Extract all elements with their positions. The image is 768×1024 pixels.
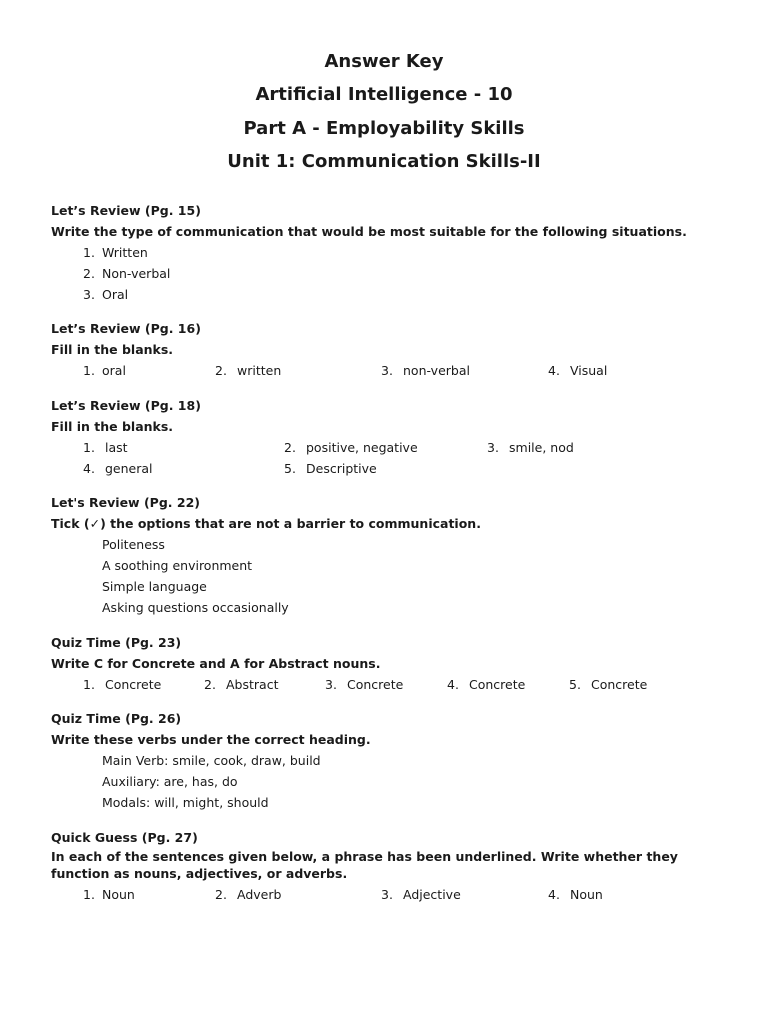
list-item: Simple language: [102, 579, 207, 594]
answer-row: [51, 360, 721, 381]
answer-row: [51, 884, 721, 905]
section-heading: Let's Review (Pg. 22): [51, 495, 200, 510]
section-pg18: [51, 395, 721, 479]
item-number: 5.: [284, 461, 296, 476]
list-item: Main Verb: smile, cook, draw, build: [102, 753, 321, 768]
list-item: [569, 674, 647, 695]
section-heading: Let’s Review (Pg. 16): [51, 321, 201, 336]
section-pg15: [51, 200, 721, 305]
list-item: [83, 437, 128, 458]
section-pg22: [51, 492, 721, 618]
item-number: 4.: [83, 461, 95, 476]
item-number: 4.: [548, 363, 560, 378]
list-item: [381, 360, 470, 381]
section-instruction: Write C for Concrete and A for Abstract nouns.: [51, 656, 381, 671]
item-answer: general: [105, 461, 153, 476]
list-item: Asking questions occasionally: [102, 600, 289, 615]
item-number: 2.: [215, 363, 227, 378]
item-number: 2.: [284, 440, 296, 455]
item-number: 1.: [83, 245, 95, 260]
item-number: 1.: [83, 887, 95, 902]
list-item: [284, 458, 377, 479]
list-item: [548, 360, 607, 381]
item-number: 3.: [381, 363, 393, 378]
list-item: [284, 437, 418, 458]
item-number: 2.: [204, 677, 216, 692]
item-answer: Written: [102, 245, 148, 260]
answer-row: [51, 458, 721, 479]
item-answer: Noun: [570, 887, 603, 902]
list-item: Modals: will, might, should: [102, 795, 269, 810]
item-number: 1.: [83, 440, 95, 455]
section-pg16: [51, 318, 721, 381]
list-item: [215, 884, 281, 905]
item-answer: Concrete: [105, 677, 162, 692]
list-item: [215, 360, 281, 381]
item-answer: positive, negative: [306, 440, 418, 455]
part-title: Part A - Employability Skills: [243, 118, 525, 139]
answer-list: [51, 750, 721, 813]
answer-row: [51, 437, 721, 458]
item-answer: Concrete: [469, 677, 526, 692]
list-item: [83, 458, 153, 479]
item-number: 1.: [83, 363, 95, 378]
section-heading: Quick Guess (Pg. 27): [51, 830, 198, 845]
item-answer: Adjective: [403, 887, 461, 902]
list-item: Auxiliary: are, has, do: [102, 774, 238, 789]
list-item: [204, 674, 278, 695]
section-pg27: [51, 827, 721, 905]
section-instruction: Tick (✓) the options that are not a barrier to communication.: [51, 516, 481, 531]
list-item: [447, 674, 525, 695]
section-heading: Quiz Time (Pg. 26): [51, 711, 182, 726]
item-answer: Concrete: [591, 677, 648, 692]
answer-row: [51, 674, 721, 695]
item-number: 4.: [548, 887, 560, 902]
item-answer: oral: [102, 363, 126, 378]
section-pg26: [51, 708, 721, 813]
answer-list: [51, 534, 721, 618]
list-item: [548, 884, 603, 905]
item-number: 2.: [215, 887, 227, 902]
item-answer: Non-verbal: [102, 266, 171, 281]
item-answer: smile, nod: [509, 440, 574, 455]
item-answer: Visual: [570, 363, 608, 378]
item-answer: Abstract: [226, 677, 279, 692]
section-instruction: In each of the sentences given below, a phrase has been underlined. Write whether they function as nouns, adjectives, or adverbs.: [51, 849, 678, 881]
answer-list: [51, 242, 721, 305]
item-answer: Concrete: [347, 677, 404, 692]
list-item: [83, 360, 126, 381]
list-item: [381, 884, 461, 905]
item-answer: written: [237, 363, 282, 378]
list-item: [487, 437, 574, 458]
item-answer: Descriptive: [306, 461, 377, 476]
item-answer: non-verbal: [403, 363, 470, 378]
item-number: 3.: [381, 887, 393, 902]
section-heading: Quiz Time (Pg. 23): [51, 635, 182, 650]
section-instruction: Write the type of communication that would be most suitable for the following situations.: [51, 224, 687, 239]
list-item: [83, 884, 135, 905]
item-answer: Oral: [102, 287, 129, 302]
section-instruction: Write these verbs under the correct heading.: [51, 732, 371, 747]
subject-title: Artificial Intelligence - 10: [255, 84, 513, 105]
section-heading: Let’s Review (Pg. 15): [51, 203, 201, 218]
item-number: 3.: [83, 287, 95, 302]
list-item: Politeness: [102, 537, 165, 552]
item-number: 1.: [83, 677, 95, 692]
list-item: [51, 242, 721, 263]
section-instruction: Fill in the blanks.: [51, 419, 174, 434]
item-number: 2.: [83, 266, 95, 281]
list-item: [51, 263, 721, 284]
unit-title: Unit 1: Communication Skills-II: [227, 151, 541, 172]
item-number: 3.: [487, 440, 499, 455]
item-number: 5.: [569, 677, 581, 692]
item-number: 3.: [325, 677, 337, 692]
list-item: [325, 674, 403, 695]
list-item: [51, 284, 721, 305]
item-answer: last: [105, 440, 128, 455]
doc-title: Answer Key: [324, 51, 444, 72]
item-answer: Adverb: [237, 887, 282, 902]
section-heading: Let’s Review (Pg. 18): [51, 398, 201, 413]
item-number: 4.: [447, 677, 459, 692]
item-answer: Noun: [102, 887, 135, 902]
list-item: A soothing environment: [102, 558, 253, 573]
section-pg23: [51, 632, 721, 695]
list-item: [83, 674, 161, 695]
section-instruction: Fill in the blanks.: [51, 342, 174, 357]
